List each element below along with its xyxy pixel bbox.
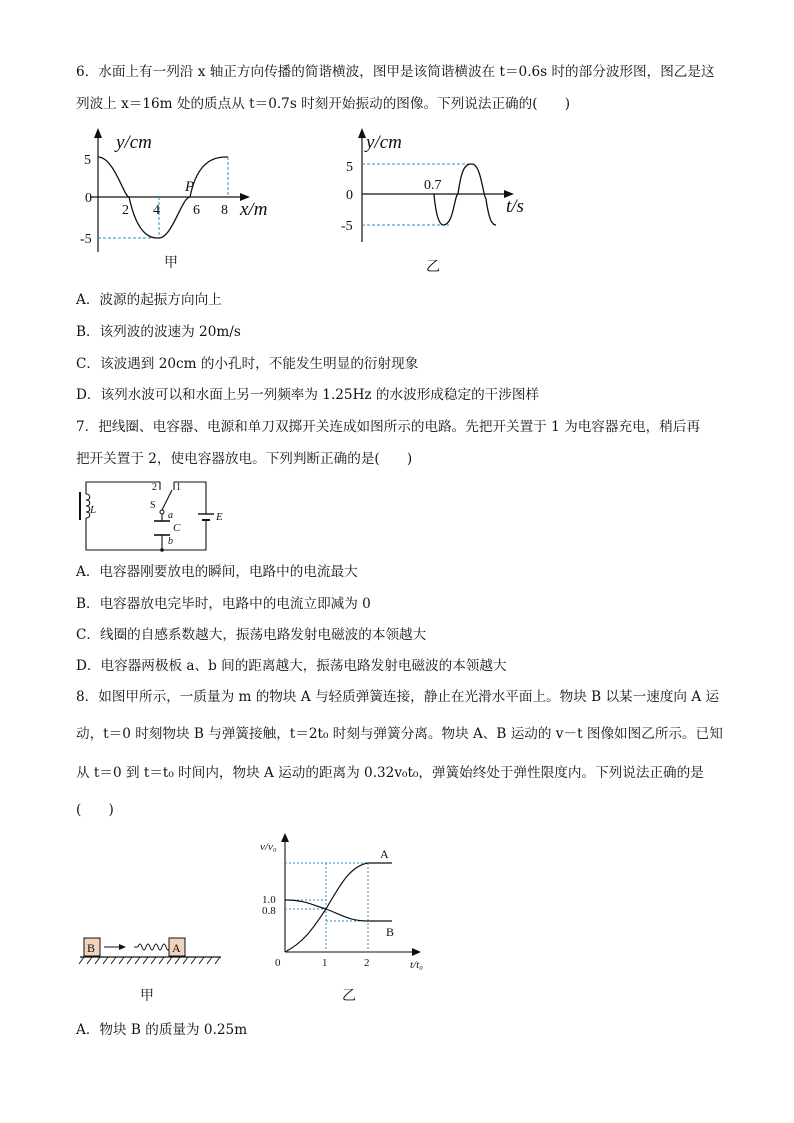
q7-option-a: A．电容器刚要放电的瞬间，电路中的电流最大 <box>76 564 358 580</box>
q7-circuit-diagram <box>76 476 236 556</box>
block-A-label: A <box>172 941 181 955</box>
vt-curve-B <box>285 900 392 921</box>
jia-xtick-6: 6 <box>193 203 200 218</box>
yi-ytick-5: 5 <box>346 160 353 175</box>
q7-option-b: B．电容器放电完毕时，电路中的电流立即减为 0 <box>76 596 371 612</box>
jia-ytick-5: 5 <box>84 153 91 168</box>
circuit-node <box>160 548 164 552</box>
circuit-label-C: C <box>173 522 181 534</box>
vt-y-label: v/v₀ <box>260 841 277 853</box>
yi-x-label: t/s <box>506 196 524 217</box>
vt-ytick-1: 1.0 <box>262 894 276 906</box>
jia-ytick-m5: -5 <box>80 232 92 247</box>
vt-x-arrow <box>412 948 421 956</box>
ground-hatching <box>79 957 220 964</box>
q6-option-d: D．该列水波可以和水面上另一列频率为 1.25Hz 的水波形成稳定的干涉图样 <box>76 387 540 403</box>
jia-xtick-4: 4 <box>153 203 160 218</box>
q6-option-b: B．该列波的波速为 20m/s <box>76 324 241 340</box>
vt-y-arrow <box>281 833 289 842</box>
vt-xtick-2: 2 <box>364 957 370 969</box>
spring <box>138 944 170 950</box>
q7-option-c: C．线圈的自感系数越大，振荡电路发射电磁波的本领越大 <box>76 627 427 643</box>
q6-caption-yi: 乙 <box>426 259 440 275</box>
q8-stem-line4: ( ) <box>76 802 114 818</box>
block-B-label: B <box>87 941 96 955</box>
q6-option-c: C．该波遇到 20cm 的小孔时，不能发生明显的衍射现象 <box>76 356 419 372</box>
q7-option-d: D．电容器两极板 a、b 间的距离越大，振荡电路发射电磁波的本领越大 <box>76 658 507 674</box>
vt-curve-A <box>285 863 395 952</box>
q6-figure-yi <box>336 124 546 244</box>
circuit-label-1: 1 <box>176 482 181 493</box>
circuit-label-a: a <box>168 510 173 521</box>
q8-stem-line2: 动，t＝0 时刻物块 B 与弹簧接触，t＝2t₀ 时刻与弹簧分离。物块 A、B 运动的 v－t 图像如图乙所示。已知 <box>76 726 723 742</box>
velocity-arrow-head <box>119 944 126 950</box>
q8-caption-jia: 甲 <box>140 988 154 1004</box>
vt-xtick-1: 1 <box>322 957 328 969</box>
jia-ytick-0: 0 <box>85 191 92 206</box>
q8-stem-line3: 从 t＝0 到 t＝t₀ 时间内，物块 A 运动的距离为 0.32v₀t₀，弹簧始终处于弹性限度内。下列说法正确的是 <box>76 765 704 781</box>
jia-xtick-2: 2 <box>122 203 129 218</box>
q8-caption-yi: 乙 <box>342 988 356 1004</box>
q6-stem-line2: 列波上 x＝16m 处的质点从 t＝0.7s 时刻开始振动的图像。下列说法正确的( ) <box>76 96 571 112</box>
circuit-switch-pivot <box>160 510 164 514</box>
circuit-wire-top-left <box>86 482 160 494</box>
jia-xtick-8: 8 <box>221 203 228 218</box>
yi-y-arrow <box>358 128 366 138</box>
circuit-label-S: S <box>150 500 156 511</box>
vt-x-label: t/t₀ <box>410 959 423 971</box>
jia-point-p: P <box>185 179 195 195</box>
jia-y-label: y/cm <box>116 132 152 153</box>
q8-stem-line1: 8．如图甲所示，一质量为 m 的物块 A 与轻质弹簧连接，静止在光滑水平面上。物块 B 以某一速度向 A 运 <box>76 689 720 705</box>
q8-option-a: A．物块 B 的质量为 0.25m <box>76 1022 248 1038</box>
q6-stem-line1: 6．水面上有一列沿 x 轴正方向传播的简谐横波，图甲是该简谐横波在 t＝0.6s 时的部分波形图，图乙是这 <box>76 64 715 80</box>
circuit-label-L: L <box>90 504 97 516</box>
jia-x-label: x/m <box>240 199 268 220</box>
yi-ytick-0: 0 <box>346 188 353 203</box>
circuit-label-2: 2 <box>152 482 157 493</box>
q6-figure-jia <box>80 124 290 254</box>
yi-t-mark: 0.7 <box>424 178 442 193</box>
q7-stem-line1: 7．把线圈、电容器、电源和单刀双掷开关连成如图所示的电路。先把开关置于 1 为电容器充电，稍后再 <box>76 419 701 435</box>
q7-stem-line2: 把开关置于 2，使电容器放电。下列判断正确的是( ) <box>76 451 413 467</box>
circuit-label-b: b <box>168 536 173 547</box>
yi-ytick-m5: -5 <box>341 219 353 234</box>
yi-y-label: y/cm <box>366 132 402 153</box>
jia-y-arrow <box>94 128 102 138</box>
circuit-label-E: E <box>216 511 223 523</box>
q8-figure-jia <box>76 930 226 970</box>
q6-option-a: A．波源的起振方向向上 <box>76 292 222 308</box>
q6-caption-jia: 甲 <box>164 255 178 271</box>
vt-ytick-08: 0.8 <box>262 905 276 917</box>
q8-figure-yi <box>250 830 440 975</box>
circuit-switch-blade <box>162 490 172 510</box>
vt-curve-A-label: A <box>380 847 389 861</box>
vt-curve-B-label: B <box>386 925 395 939</box>
circuit-wire-bottom <box>86 518 206 550</box>
vt-xtick-0: 0 <box>275 957 281 969</box>
